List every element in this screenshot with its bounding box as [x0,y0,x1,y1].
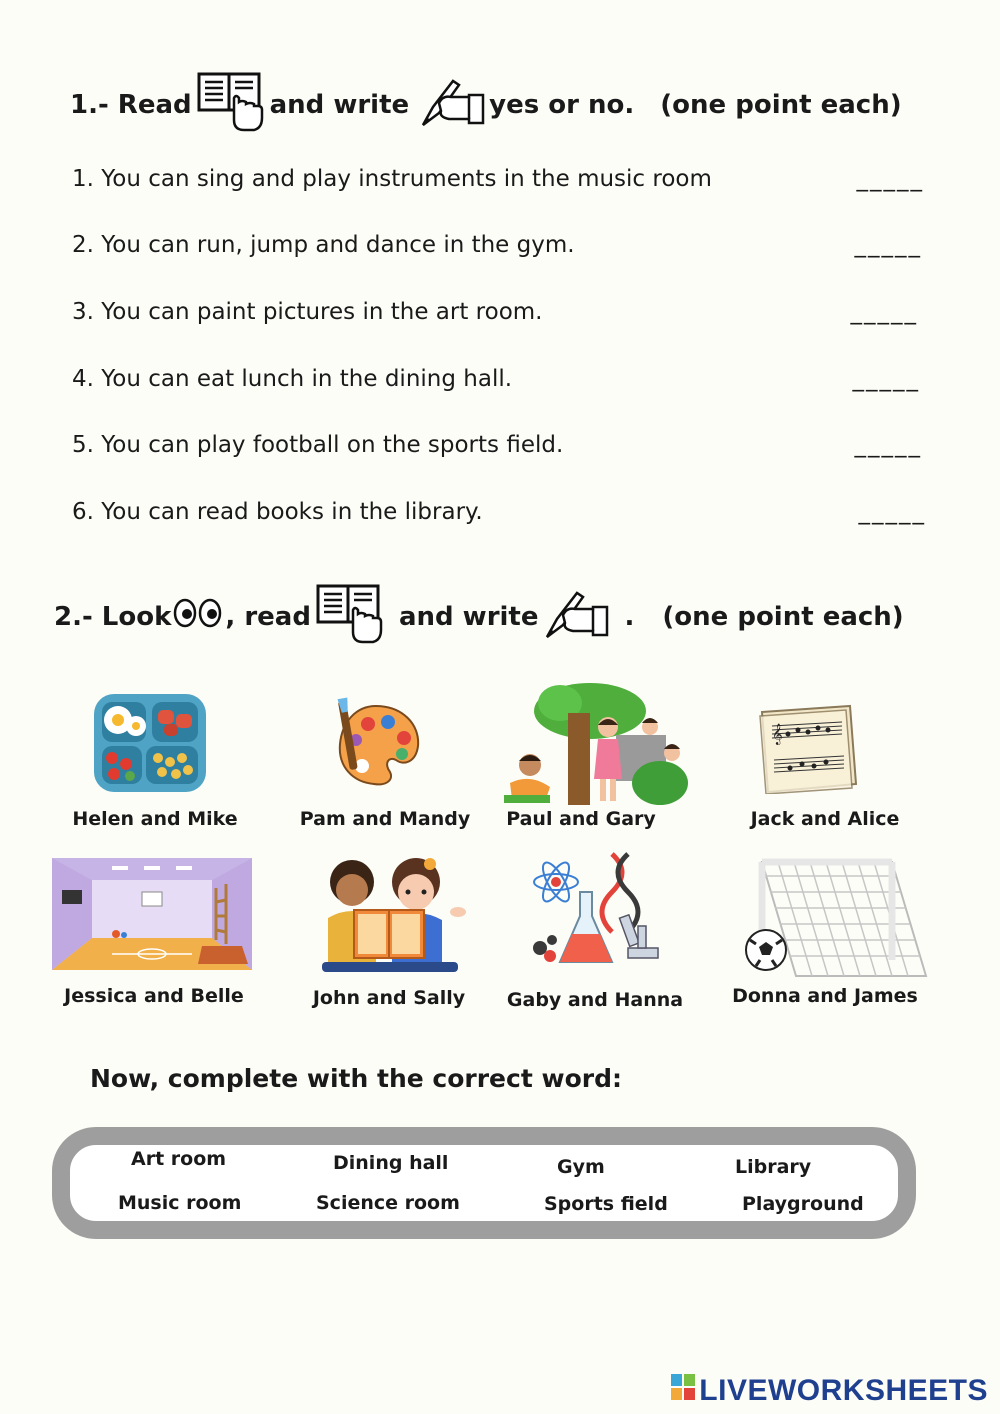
question-row [72,499,926,525]
picture-caption: Paul and Gary [506,808,656,830]
section1-heading-points: (one point each) [660,89,902,120]
picture-caption: John and Sally [312,987,466,1009]
question-text: 5. You can play football on the sports field. [72,432,564,458]
lunch-tray-icon [92,692,208,798]
picture-caption: Donna and James [732,985,918,1007]
word-bank-item: Music room [118,1192,242,1214]
picture-caption: Jessica and Belle [64,985,244,1007]
question-row [72,432,922,458]
answer-blank[interactable]: _____ [852,366,920,392]
question-text: 4. You can eat lunch in the dining hall. [72,366,513,392]
picture-caption: Gaby and Hanna [506,989,684,1011]
question-text: 2. You can run, jump and dance in the gym. [72,232,575,258]
paint-palette-icon [330,696,422,794]
section2-heading [54,580,904,653]
section2-heading-points: (one point each) [662,601,904,632]
liveworksheets-logo-text: LIVEWORKSHEETS [699,1374,988,1407]
question-row [72,299,918,325]
section1-heading-yes-no: yes or no. [489,89,635,120]
picture-caption: Pam and Mandy [299,808,471,830]
question-text: 6. You can read books in the library. [72,499,483,525]
picture-caption: Helen and Mike [72,808,238,830]
read-book-icon [196,68,266,141]
eyes-icon [173,597,223,636]
gym-hall-icon [52,858,252,974]
complete-title: Now, complete with the correct word: [90,1064,622,1093]
answer-blank[interactable]: _____ [854,432,922,458]
playground-kids-icon [500,683,690,811]
section2-heading-read: , read [225,601,311,632]
science-lab-icon [528,852,662,980]
word-bank [52,1127,916,1239]
answer-blank[interactable]: _____ [858,499,926,525]
svg-text:𝄞: 𝄞 [772,724,783,745]
word-bank-item: Sports field [544,1193,668,1215]
question-text: 1. You can sing and play instruments in the music room [72,166,712,192]
writing-hand-icon [419,73,485,136]
question-text: 3. You can paint pictures in the art room. [72,299,543,325]
word-bank-item: Dining hall [333,1152,449,1174]
section1-heading-write: and write [269,89,410,120]
football-goal-icon [742,856,930,984]
read-book-icon [315,580,385,653]
music-sheet-icon [756,704,860,798]
section2-heading-look: 2.- Look [54,601,172,632]
question-row [72,232,922,258]
section1-heading-read: 1.- Read [70,89,192,120]
word-bank-item: Playground [742,1193,864,1215]
liveworksheets-logo-icon [671,1374,695,1408]
word-bank-item: Gym [557,1156,605,1178]
section1-heading [70,68,902,141]
section2-heading-dot: . [624,601,635,632]
liveworksheets-logo [671,1374,988,1408]
writing-hand-icon [543,585,609,648]
answer-blank[interactable]: _____ [854,232,922,258]
word-bank-item: Art room [131,1148,227,1170]
section2-heading-write: and write [398,601,539,632]
kids-reading-icon [312,852,468,980]
answer-blank[interactable]: _____ [856,166,924,192]
word-bank-item: Library [735,1156,812,1178]
picture-caption: Jack and Alice [750,808,900,830]
question-row [72,166,924,192]
word-bank-item: Science room [316,1192,460,1214]
answer-blank[interactable]: _____ [850,299,918,325]
question-row [72,366,920,392]
